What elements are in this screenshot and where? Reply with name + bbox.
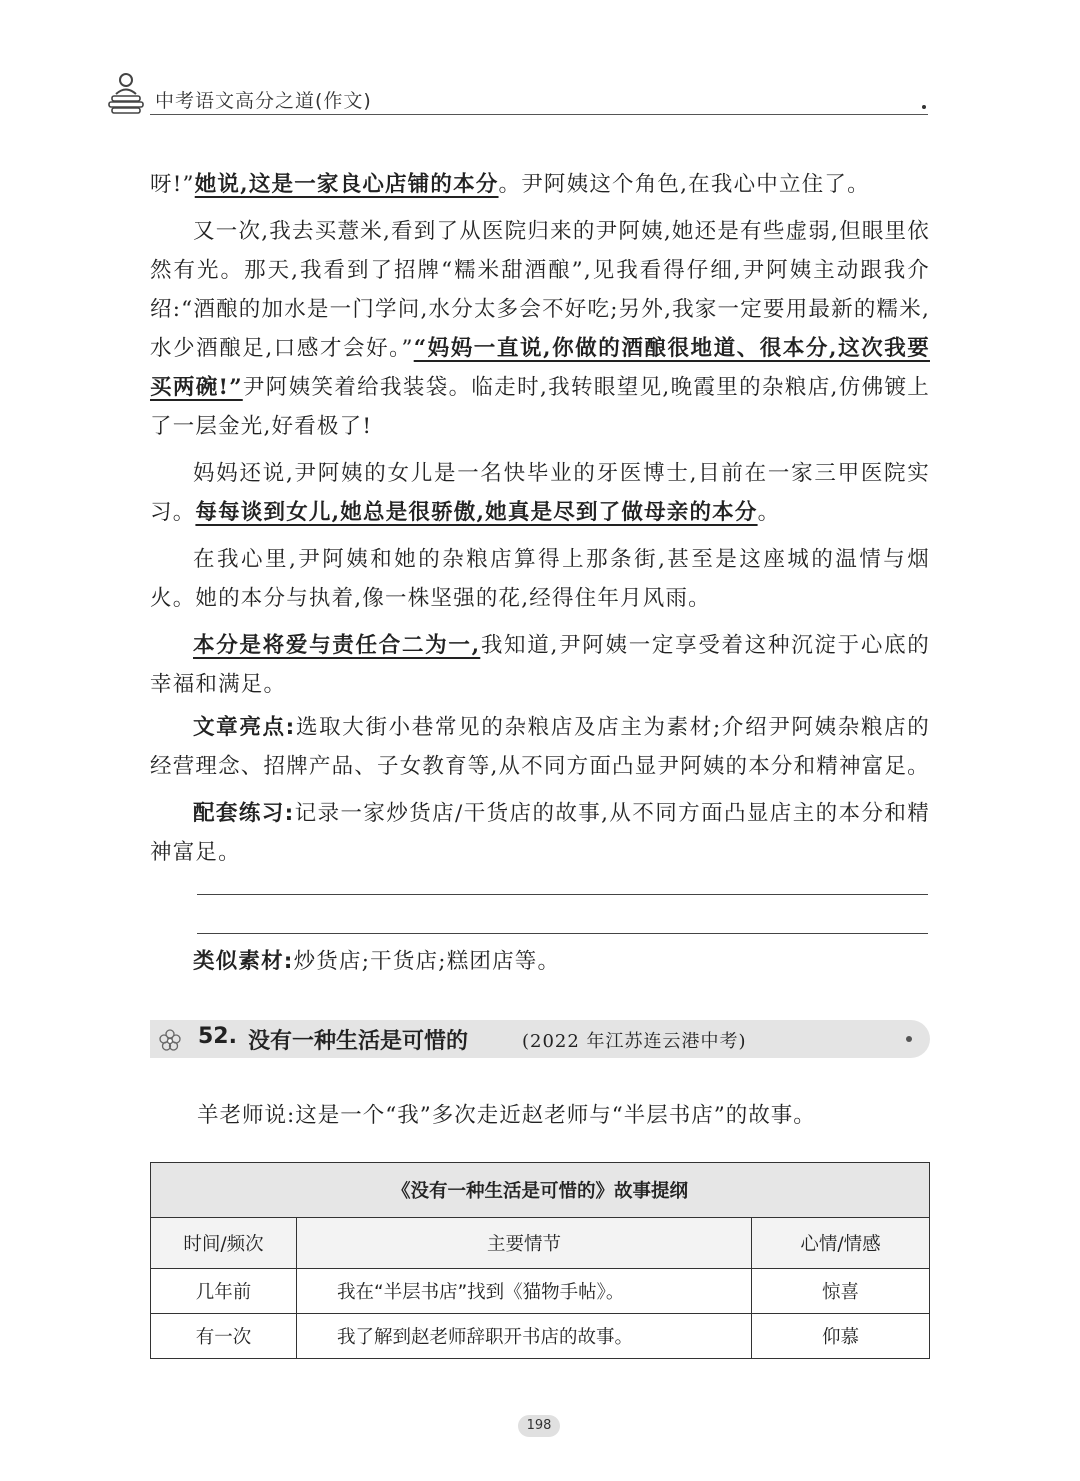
header-emotion: 心情/情感 xyxy=(752,1218,930,1269)
section-source: (2022 年江苏连云港中考) xyxy=(522,1031,747,1052)
cell-emotion: 仰慕 xyxy=(752,1314,930,1359)
book-stack-reader-icon xyxy=(106,72,146,114)
answer-line-2[interactable] xyxy=(197,933,928,934)
cell-time: 有一次 xyxy=(151,1314,297,1359)
book-title: 中考语文高分之道(作文) xyxy=(155,90,372,112)
intro-text: 羊老师说:这是一个“我”多次走近赵老师与“半层书店”的故事。 xyxy=(197,1103,816,1128)
paragraph-1 xyxy=(150,165,930,204)
paragraph-5 xyxy=(150,626,930,704)
header-dot xyxy=(922,105,926,109)
cell-plot: 我在“半层书店”找到《猫物手帖》。 xyxy=(297,1269,752,1314)
text-run: 在我心里,尹阿姨和她的杂粮店算得上那条街,甚至是这座城的温情与烟火。她的本分与执着,像一株坚强的花,经得住年月风雨。 xyxy=(150,547,930,611)
paragraph-4 xyxy=(150,540,930,618)
highlight-label: 文章亮点: xyxy=(193,715,296,740)
paragraph-3 xyxy=(150,454,930,532)
text-run: 我知道,尹阿姨一定享受着这种沉淀于心底的幸福和满足。 xyxy=(150,633,931,697)
similar-paragraph xyxy=(150,942,930,981)
table-row xyxy=(151,1269,930,1314)
header-rule xyxy=(150,114,928,115)
paragraph-2 xyxy=(150,212,930,446)
text-run: 呀!” xyxy=(150,172,195,197)
exercise-paragraph xyxy=(150,794,930,872)
cell-time: 几年前 xyxy=(151,1269,297,1314)
cell-plot: 我了解到赵老师辞职开书店的故事。 xyxy=(297,1314,752,1359)
commentary xyxy=(150,708,930,880)
text-run: 又一次,我去买薏米,看到了从医院归来的尹阿姨,她还是有些虚弱,但眼里依然有光。那天,我看到了招牌“糯米甜酒酿”,见我看得仔细,尹阿姨主动跟我介绍:“酒酿的加水是一门学问,水分太多会不好吃;另外,我家一定要用最新的糯米,水少酒酿足,口感才会好。” xyxy=(150,219,930,361)
text-run: 尹阿姨笑着给我装袋。临走时,我转眼望见,晚霞里的杂粮店,仿佛镀上了一层金光,好看极了! xyxy=(150,375,930,439)
story-outline-table xyxy=(150,1162,930,1359)
exercise-label: 配套练习: xyxy=(193,801,295,826)
page-number: 198 xyxy=(518,1415,560,1437)
emphasized-run: 本分是将爱与责任合二为一, xyxy=(193,633,481,658)
section-dot xyxy=(906,1036,912,1042)
text-run: 。尹阿姨这个角色,在我心中立住了。 xyxy=(498,172,870,197)
similar-text: 炒货店;干货店;糕团店等。 xyxy=(293,949,561,974)
exercise-text: 记录一家炒货店/干货店的故事,从不同方面凸显店主的本分和精神富足。 xyxy=(150,801,930,865)
header-time: 时间/频次 xyxy=(151,1218,297,1269)
highlight-text: 选取大街小巷常见的杂粮店及店主为素材;介绍尹阿姨杂粮店的经营理念、招牌产品、子女教育等,从不同方面凸显尹阿姨的本分和精神富足。 xyxy=(150,715,930,779)
table-caption: 《没有一种生活是可惜的》故事提纲 xyxy=(151,1163,930,1218)
flower-icon xyxy=(158,1028,182,1052)
section-number: 52. xyxy=(198,1024,237,1049)
answer-line-1[interactable] xyxy=(197,894,928,895)
highlight-paragraph xyxy=(150,708,930,786)
section-title: 没有一种生活是可惜的 xyxy=(248,1029,469,1054)
emphasized-run: 每每谈到女儿,她总是很骄傲,她真是尽到了做母亲的本分 xyxy=(195,500,758,525)
emphasized-run: 她说,这是一家良心店铺的本分 xyxy=(194,172,499,197)
emphasized-run: “妈妈一直说,你做的酒酿很地道、很本分,这次我要买两碗!” xyxy=(150,336,930,400)
similar-material xyxy=(150,942,930,989)
text-run: 。 xyxy=(757,500,781,525)
cell-emotion: 惊喜 xyxy=(752,1269,930,1314)
header-plot: 主要情节 xyxy=(297,1218,752,1269)
table-row xyxy=(151,1314,930,1359)
text-run: 妈妈还说,尹阿姨的女儿是一名快毕业的牙医博士,目前在一家三甲医院实习。 xyxy=(150,461,930,525)
similar-label: 类似素材: xyxy=(193,949,294,974)
article-body xyxy=(150,165,930,712)
